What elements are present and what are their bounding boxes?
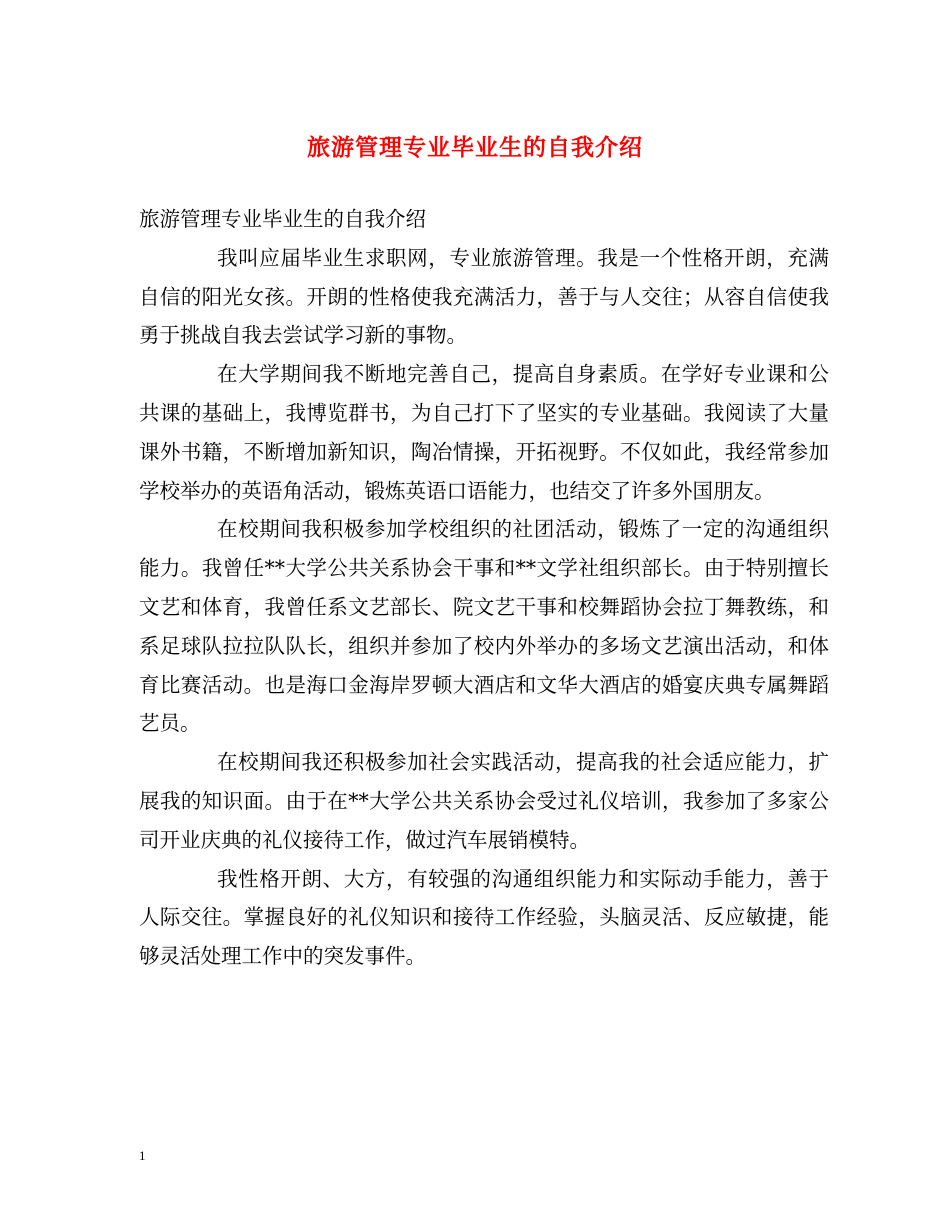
- document-subtitle: 旅游管理专业毕业生的自我介绍: [139, 207, 426, 231]
- document-body: [139, 200, 829, 976]
- paragraph-4: 在校期间我还积极参加社会实践活动，提高我的社会适应能力，扩展我的知识面。由于在**大学公共关系协会受过礼仪培训，我参加了多家公司开业庆典的礼仪接待工作，做过汽车展销模特。: [139, 750, 829, 852]
- paragraph-2: 在大学期间我不断地完善自己，提高自身素质。在学好专业课和公共课的基础上，我博览群书，为自己打下了坚实的专业基础。我阅读了大量课外书籍，不断增加新知识，陶冶情操，开拓视野。不仅如此，我经常参加学校举办的英语角活动，锻炼英语口语能力，也结交了许多外国朋友。: [139, 362, 829, 503]
- paragraph-1: 我叫应届毕业生求职网，专业旅游管理。我是一个性格开朗，充满自信的阳光女孩。开朗的性格使我充满活力，善于与人交往；从容自信使我勇于挑战自我去尝试学习新的事物。: [139, 245, 829, 348]
- paragraph-3: 在校期间我积极参加学校组织的社团活动，锻炼了一定的沟通组织能力。我曾任**大学公共关系协会干事和**文学社组织部长。由于特别擅长文艺和体育，我曾任系文艺部长、院文艺干事和校舞蹈协会拉丁舞教练，和系足球队拉拉队队长，组织并参加了校内外举办的多场文艺演出活动，和体育比赛活动。也是海口金海岸罗顿大酒店和文华大酒店的婚宴庆典专属舞蹈艺员。: [139, 517, 829, 736]
- document-title: 旅游管理专业毕业生的自我介绍: [307, 134, 643, 161]
- page-number: 1: [139, 1148, 146, 1163]
- paragraph-5: 我性格开朗、大方，有较强的沟通组织能力和实际动手能力，善于人际交往。掌握良好的礼仪知识和接待工作经验，头脑灵活、反应敏捷，能够灵活处理工作中的突发事件。: [139, 866, 829, 969]
